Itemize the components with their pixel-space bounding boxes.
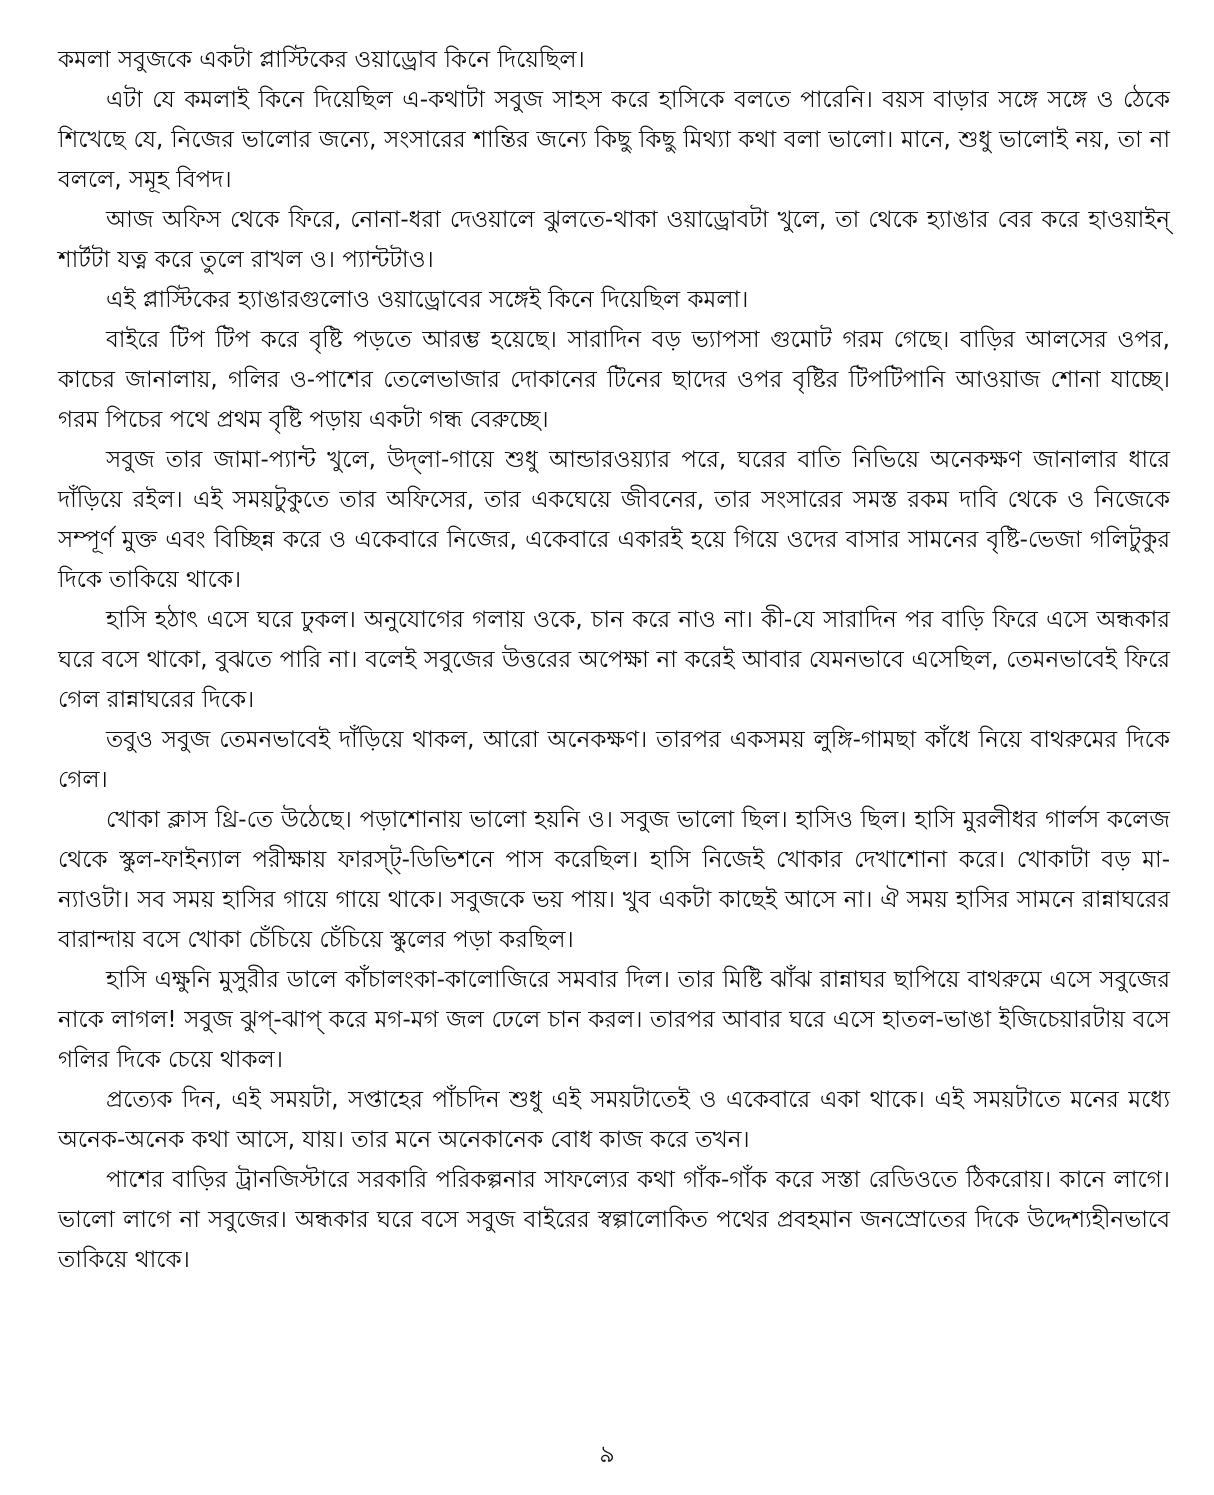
paragraph: সবুজ তার জামা-প্যান্ট খুলে, উদ্‌লা-গায়ে শুধু আন্ডারওয়্যার পরে, ঘরের বাতি নিভিয়ে অনেকক্ষণ জানালার ধারে দাঁড়িয়ে রইল। এই সময়টুকুতে তার অফিসের, তার একঘেয়ে জীবনের, তার সংসারের সমস্ত রকম দাবি থেকে ও নিজেকে সম্পূর্ণ মুক্ত এবং বিচ্ছিন্ন করে ও একেবারে নিজের, একেবারে একারই হয়ে গিয়ে ওদের বাসার সামনের বৃষ্টি-ভেজা গলিটুকুর দিকে তাকিয়ে থাকে। [58,447,1170,593]
paragraph: প্রত্যেক দিন, এই সময়টা, সপ্তাহের পাঁচদিন শুধু এই সময়টাতেই ও একেবারে একা থাকে। এই সময়টাতে মনের মধ্যে অনেক-অনেক কথা আসে, যায়। তার মনে অনেকানেক বোধ কাজ করে তখন। [58,1087,1170,1153]
page-number: ৯ [599,1440,615,1468]
paragraph: এই প্লাস্টিকের হ্যাঙারগুলোও ওয়াড্রোবের সঙ্গেই কিনে দিয়েছিল কমলা। [106,287,749,313]
page-body [58,40,1170,1280]
paragraph: পাশের বাড়ির ট্রানজিস্টারে সরকারি পরিকল্পনার সাফল্যের কথা গাঁক-গাঁক করে সস্তা রেডিওতে ঠিকরোয়। কানে লাগে। ভালো লাগে না সবুজের। অন্ধকার ঘরে বসে সবুজ বাইরের স্বল্পালোকিত পথের প্রবহমান জনস্রোতের দিকে উদ্দেশ্যহীনভাবে তাকিয়ে থাকে। [58,1167,1170,1273]
paragraph: হাসি হঠাৎ এসে ঘরে ঢুকল। অনুযোগের গলায় ওকে, চান করে নাও না। কী-যে সারাদিন পর বাড়ি ফিরে এসে অন্ধকার ঘরে বসে থাকো, বুঝতে পারি না। বলেই সবুজের উত্তরের অপেক্ষা না করেই আবার যেমনভাবে এসেছিল, তেমনভাবেই ফিরে গেল রান্নাঘরের দিকে। [58,607,1170,713]
paragraph: কমলা সবুজকে একটা প্লাস্টিকের ওয়াড্রোব কিনে দিয়েছিল। [58,47,585,73]
paragraph: হাসি এক্ষুনি মুসুরীর ডালে কাঁচালংকা-কালোজিরে সমবার দিল। তার মিষ্টি ঝাঁঝ রান্নাঘর ছাপিয়ে বাথরুমে এসে সবুজের নাকে লাগল! সবুজ ঝুপ্-ঝাপ্ করে মগ-মগ জল ঢেলে চান করল। তারপর আবার ঘরে এসে হাতল-ভাঙা ইজিচেয়ারটায় বসে গলির দিকে চেয়ে থাকল। [58,967,1170,1073]
paragraph: তবুও সবুজ তেমনভাবেই দাঁড়িয়ে থাকল, আরো অনেকক্ষণ। তারপর একসময় লুঙ্গি-গামছা কাঁধে নিয়ে বাথরুমের দিকে গেল। [58,727,1170,793]
paragraph: খোকা ক্লাস থ্রি-তে উঠেছে। পড়াশোনায় ভালো হয়নি ও। সবুজ ভালো ছিল। হাসিও ছিল। হাসি মুরলীধর গার্লস কলেজ থেকে স্কুল-ফাইন্যাল পরীক্ষায় ফারস্ট্-ডিভিশনে পাস করেছিল। হাসি নিজেই খোকার দেখাশোনা করে। খোকাটা বড় মা-ন্যাওটা। সব সময় হাসির গায়ে গায়ে থাকে। সবুজকে ভয় পায়। খুব একটা কাছেই আসে না। ঐ সময় হাসির সামনে রান্নাঘরের বারান্দায় বসে খোকা চেঁচিয়ে চেঁচিয়ে স্কুলের পড়া করছিল। [58,807,1170,953]
paragraph: আজ অফিস থেকে ফিরে, নোনা-ধরা দেওয়ালে ঝুলতে-থাকা ওয়াড্রোবটা খুলে, তা থেকে হ্যাঙার বের করে হাওয়াইন্ শার্টটা যত্ন করে তুলে রাখল ও। প্যান্টটাও। [58,207,1170,273]
paragraph: বাইরে টিপ টিপ করে বৃষ্টি পড়তে আরম্ভ হয়েছে। সারাদিন বড় ভ্যাপসা গুমোট গরম গেছে। বাড়ির আলসের ওপর, কাচের জানালায়, গলির ও-পাশের তেলেভাজার দোকানের টিনের ছাদের ওপর বৃষ্টির টিপটিপানি আওয়াজ শোনা যাচ্ছে। গরম পিচের পথে প্রথম বৃষ্টি পড়ায় একটা গন্ধ বেরুচ্ছে। [58,327,1170,433]
paragraph: এটা যে কমলাই কিনে দিয়েছিল এ-কথাটা সবুজ সাহস করে হাসিকে বলতে পারেনি। বয়স বাড়ার সঙ্গে সঙ্গে ও ঠেকে শিখেছে যে, নিজের ভালোর জন্যে, সংসারের শান্তির জন্যে কিছু কিছু মিথ্যা কথা বলা ভালো। মানে, শুধু ভালোই নয়, তা না বললে, সমূহ বিপদ। [58,87,1170,193]
